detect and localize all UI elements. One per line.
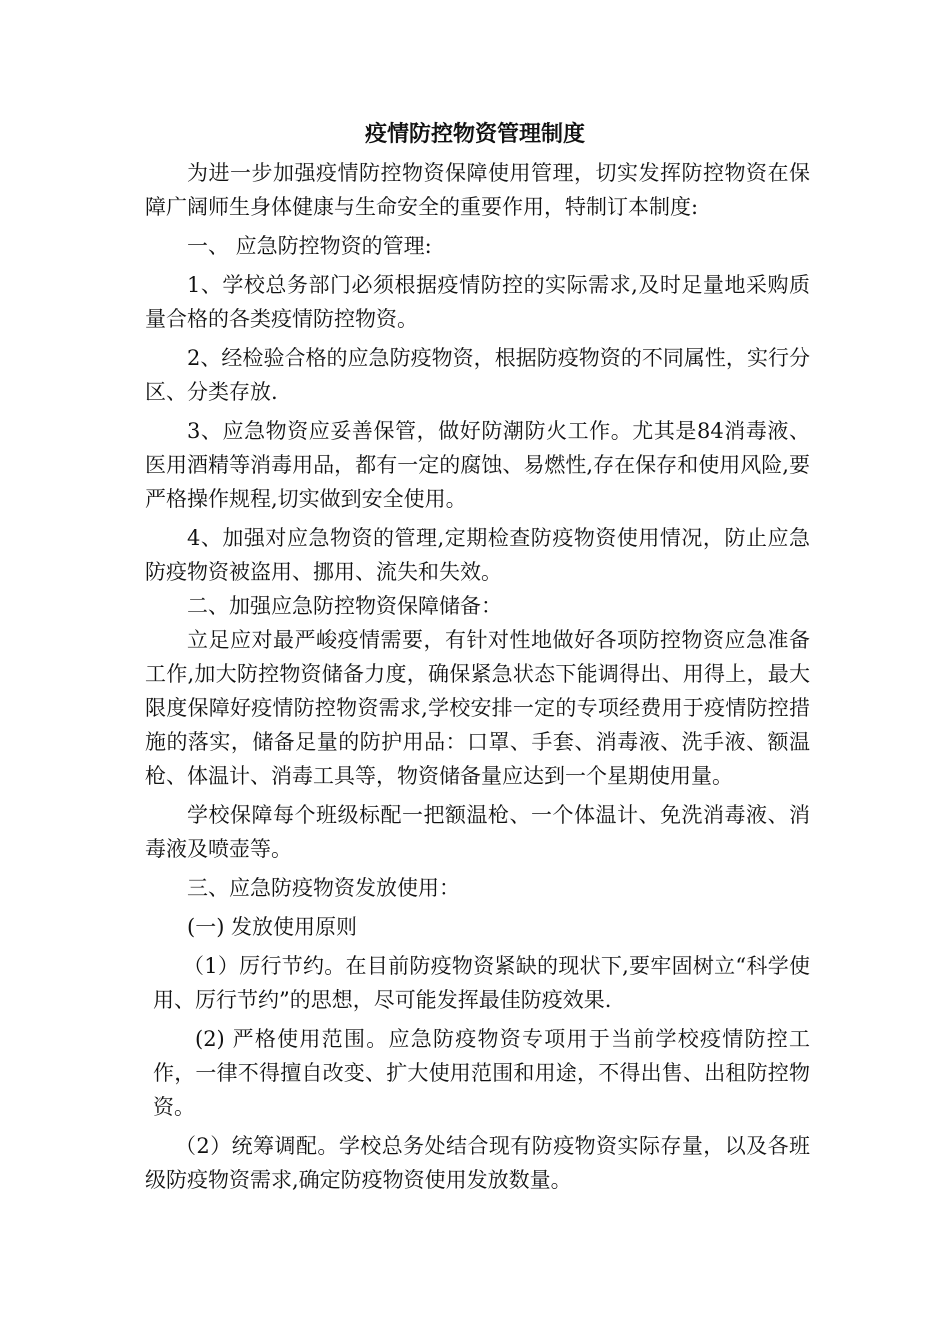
paragraph-item-4: 4、加强对应急物资的管理,定期检查防疫物资使用情况，防止应急防疫物资被盗用、挪用、流失和失效。 bbox=[145, 526, 810, 584]
section-heading-3: 三、应急防疫物资发放使用： bbox=[187, 876, 460, 900]
paragraph-reserve: 立足应对最严峻疫情需要，有针对性地做好各项防控物资应急准备工作,加大防控物资储备力度，确保紧急状态下能调得出、用得上，最大限度保障好疫情防控物资需求,学校安排一定的专项经费用于疫情防控措施的落实，储备足量的防护用品：口罩、手套、消毒液、洗手液、额温枪、体温计、消毒工具等，物资储备量应达到一个星期使用量。 bbox=[145, 628, 810, 788]
paragraph-intro: 为进一步加强疫情防控物资保障使用管理，切实发挥防控物资在保障广阔师生身体健康与生命安全的重要作用，特制订本制度: bbox=[145, 161, 810, 219]
document-body bbox=[145, 156, 810, 1197]
paragraph-item-2: 2、经检验合格的应急防疫物资，根据防疫物资的不同属性，实行分区、分类存放. bbox=[145, 346, 810, 404]
section-heading-1: 一、 应急防控物资的管理: bbox=[187, 234, 432, 258]
paragraph-principle-3: （2）统筹调配。学校总务处结合现有防疫物资实际存量，以及各班级防疫物资需求,确定防疫物资使用发放数量。 bbox=[145, 1134, 810, 1192]
subsection-heading-principles: (一) 发放使用原则 bbox=[187, 915, 358, 939]
paragraph-principle-1: （1）厉行节约。在目前防疫物资紧缺的现状下,要牢固树立“科学使用、厉行节约”的思想，尽可能发挥最佳防疫效果. bbox=[153, 954, 810, 1012]
paragraph-item-1: 1、学校总务部门必须根据疫情防控的实际需求,及时足量地采购质量合格的各类疫情防控物资。 bbox=[145, 273, 810, 331]
paragraph-principle-2: (2) 严格使用范围。应急防疫物资专项用于当前学校疫情防控工作，一律不得擅自改变、扩大使用范围和用途，不得出售、出租防控物资。 bbox=[153, 1027, 810, 1119]
paragraph-item-3: 3、应急物资应妥善保管，做好防潮防火工作。尤其是84消毒液、医用酒精等消毒用品，都有一定的腐蚀、易燃性,存在保存和使用风险,要严格操作规程,切实做到安全使用。 bbox=[145, 419, 810, 511]
document-title: 疫情防控物资管理制度 bbox=[364, 122, 585, 147]
paragraph-class-equipment: 学校保障每个班级标配一把额温枪、一个体温计、免洗消毒液、消毒液及喷壶等。 bbox=[145, 803, 810, 861]
section-heading-2: 二、加强应急防控物资保障储备： bbox=[187, 594, 502, 618]
